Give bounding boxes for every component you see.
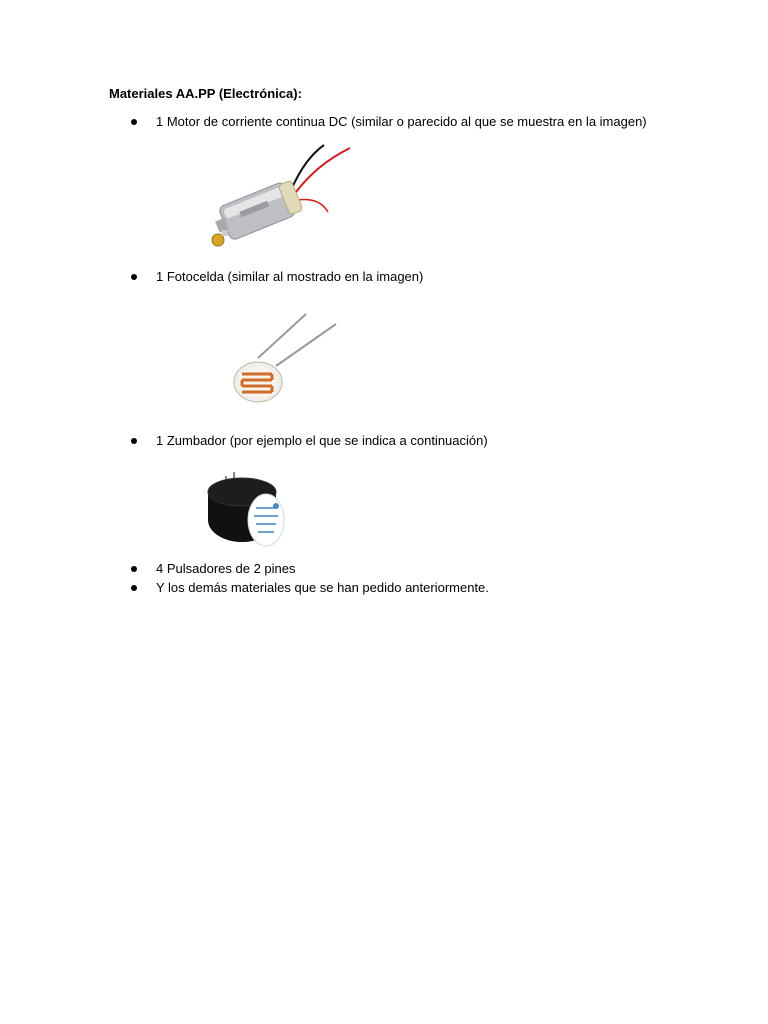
list-item: 1 Zumbador (por ejemplo el que se indica a continuación): [156, 433, 488, 448]
bullet: [131, 274, 137, 280]
bullet: [131, 566, 137, 572]
bullet: [131, 438, 137, 444]
buzzer-image: [198, 462, 298, 554]
document-title: Materiales AA.PP (Electrónica):: [109, 86, 302, 101]
bullet: [131, 585, 137, 591]
list-item: 4 Pulsadores de 2 pines: [156, 561, 296, 576]
dc-motor-image: [200, 140, 360, 252]
bullet: [131, 119, 137, 125]
list-item: 1 Motor de corriente continua DC (similar o parecido al que se muestra en la imagen): [156, 114, 647, 129]
photocell-image: [214, 298, 344, 416]
list-item: 1 Fotocelda (similar al mostrado en la imagen): [156, 269, 424, 284]
list-item: Y los demás materiales que se han pedido anteriormente.: [156, 580, 489, 595]
